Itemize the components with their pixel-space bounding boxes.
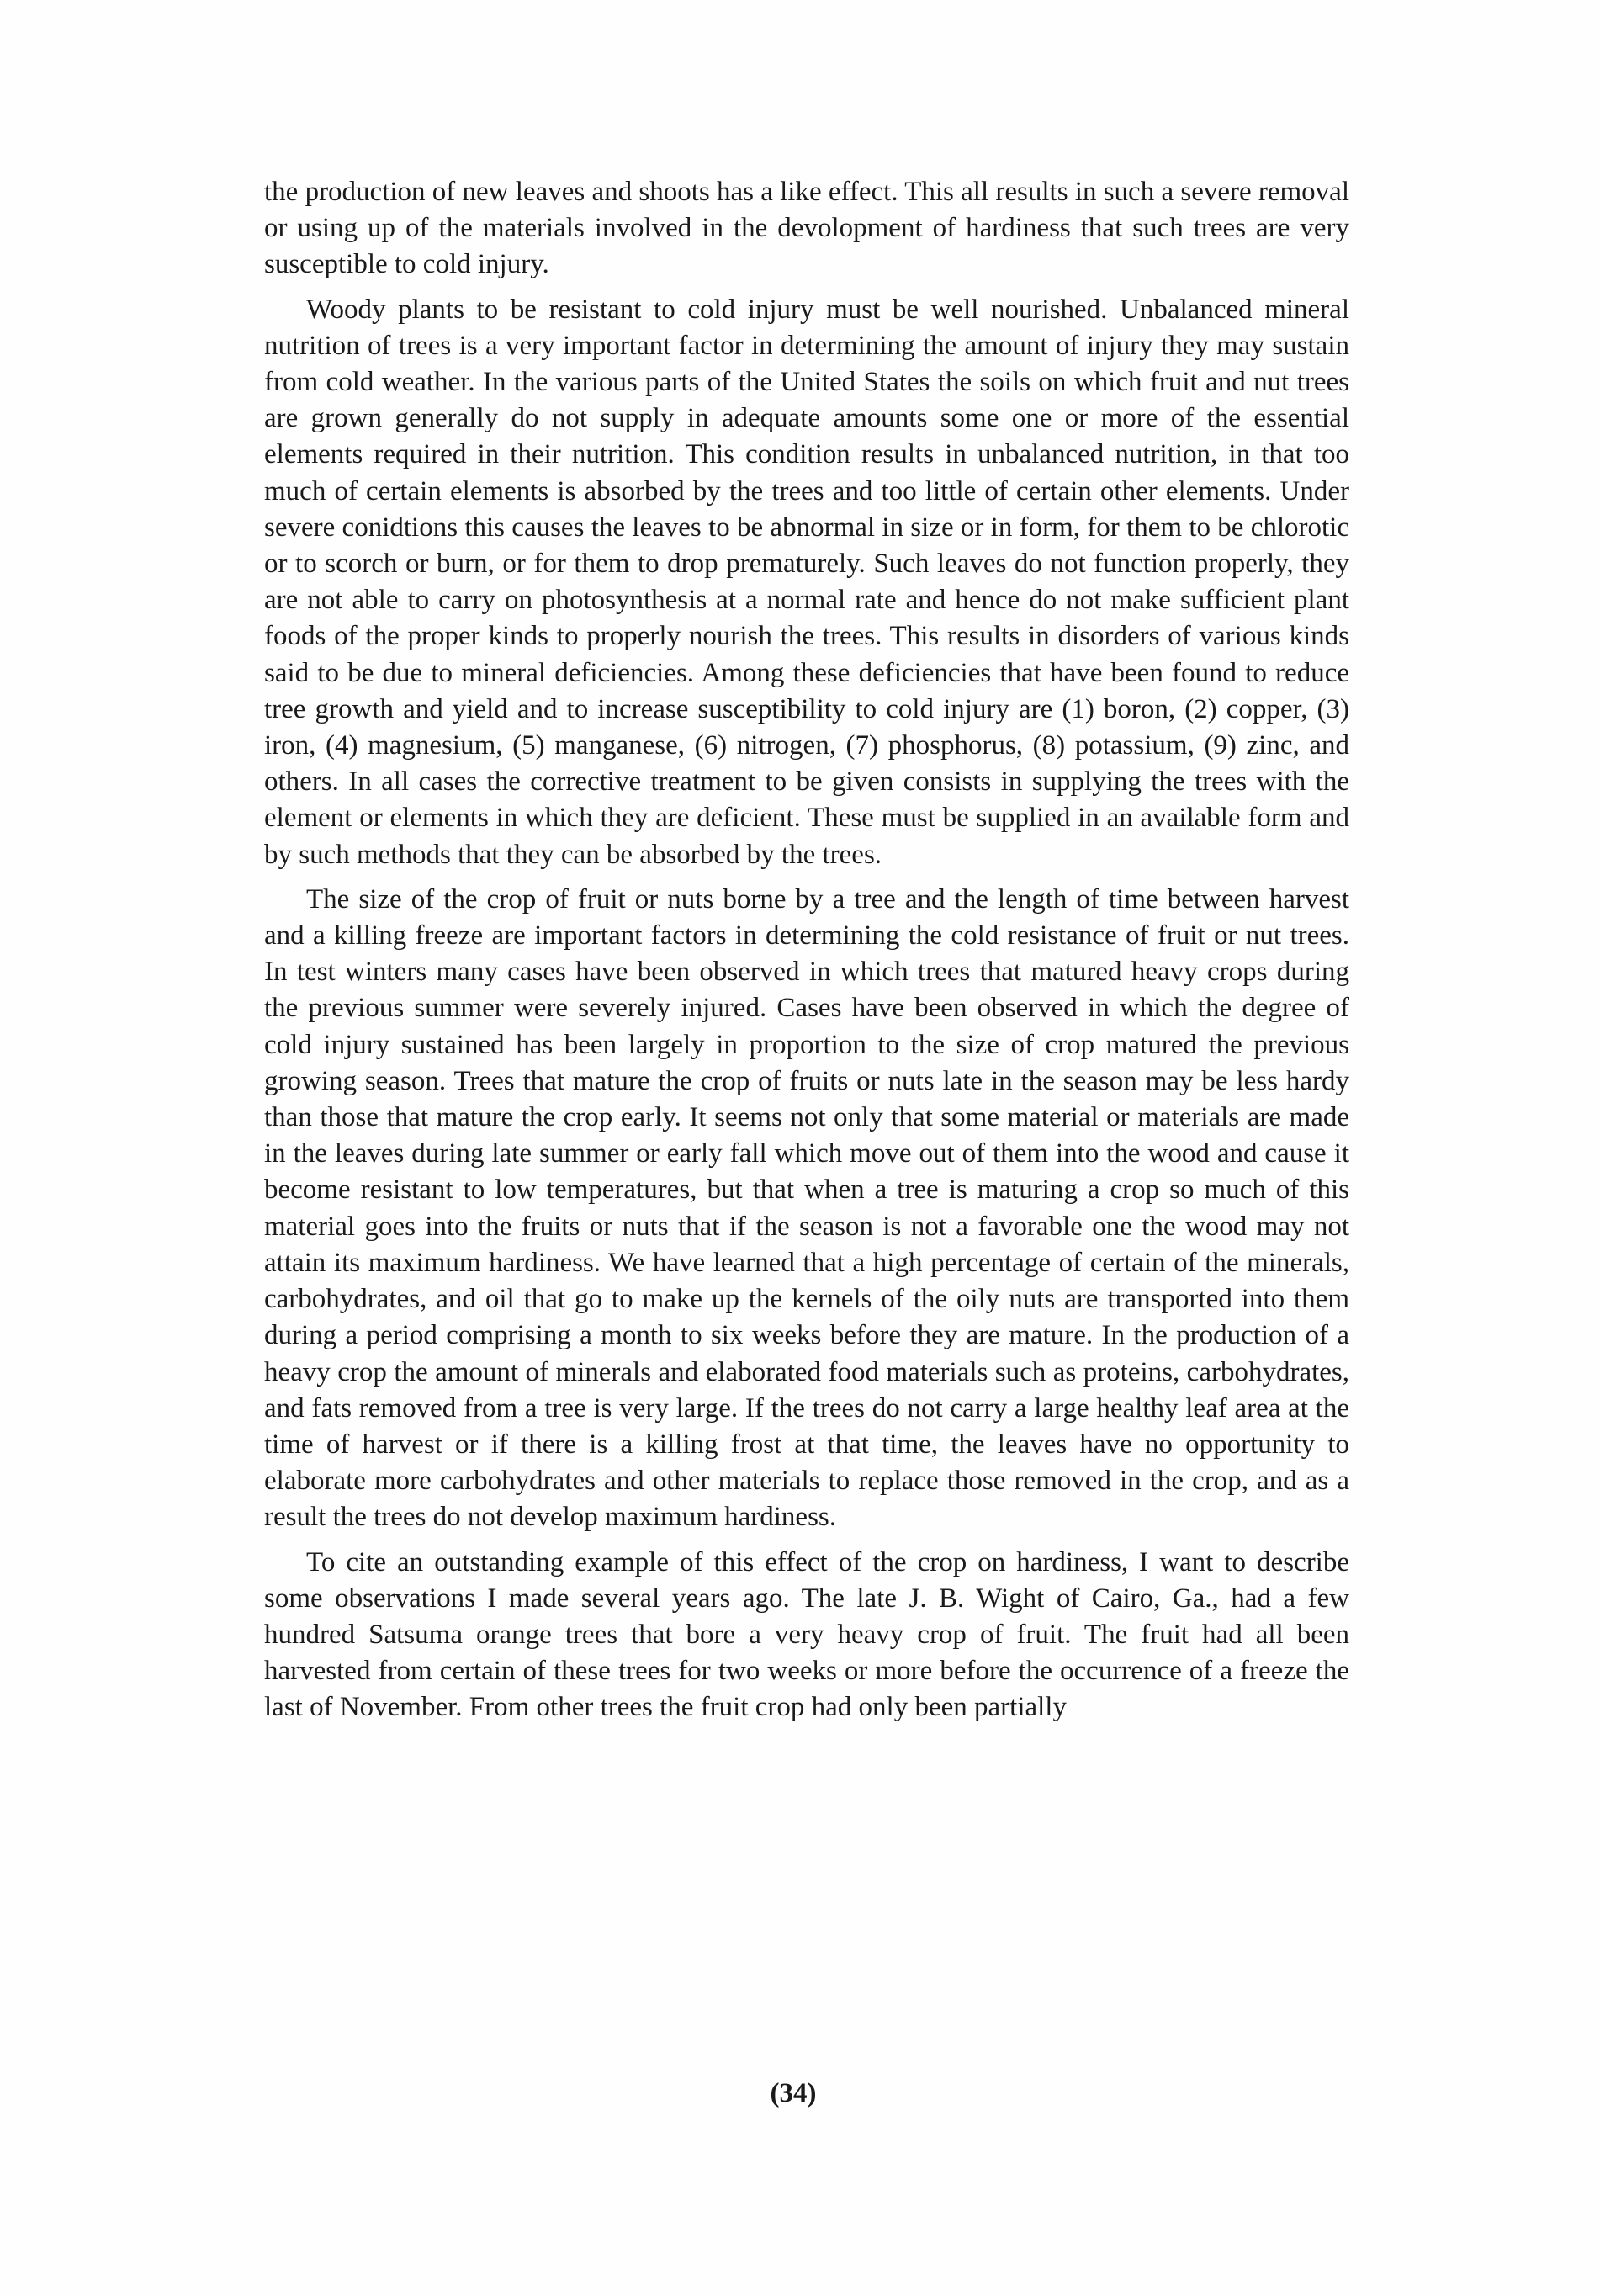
page-number	[0, 2078, 1600, 2109]
page-number-label: (34)	[770, 2078, 817, 2108]
paragraph-mineral-nutrition: Woody plants to be resistant to cold injury must be well nourished. Unbalanced mineral nutrition of trees is a very important factor in determining the amount of injury they may sustain from cold weather. In the various parts of the United States the soils on which fruit and nut trees are grown generally do not supply in adequate amounts some one or more of the essential elements required in their nutrition. This condition results in unbalanced nutrition, in that too much of certain elements is absorbed by the trees and too little of certain other elements. Under severe conidtions this causes the leaves to be abnormal in size or in form, for them to be chlorotic or to scorch or burn, or for them to drop prematurely. Such leaves do not function properly, they are not able to carry on photosynthesis at a normal rate and hence do not make sufficient plant foods of the proper kinds to properly nourish the trees. This results in disorders of various kinds said to be due to mineral deficiencies. Among these deficiencies that have been found to reduce tree growth and yield and to increase susceptibility to cold injury are (1) boron, (2) copper, (3) iron, (4) magnesium, (5) manganese, (6) nitrogen, (7) phosphorus, (8) potassium, (9) zinc, and others. In all cases the corrective treatment to be given consists in supplying the trees with the element or elements in which they are deficient. These must be supplied in an available form and by such methods that they can be absorbed by the trees.	[264, 294, 1349, 870]
paragraph-crop-size: The size of the crop of fruit or nuts borne by a tree and the length of time between harvest and a killing freeze are important factors in determining the cold resistance of fruit or nut trees. In test winters many cases have been observed in which trees that matured heavy crops during the previous summer were severely injured. Cases have been observed in which the degree of cold injury sustained has been largely in proportion to the size of crop matured the previous growing season. Trees that mature the crop of fruits or nuts late in the season may be less hardy than those that mature the crop early. It seems not only that some material or materials are made in the leaves during late summer or early fall which move out of them into the wood and cause it become resistant to low temperatures, but that when a tree is maturing a crop so much of this material goes into the fruits or nuts that if the season is not a favorable one the wood may not attain its maximum hardiness. We have learned that a high percentage of certain of the minerals, carbohydrates, and oil that go to make up the kernels of the oily nuts are transported into them during a period comprising a month to six weeks before they are mature. In the production of a heavy crop the amount of minerals and elaborated food materials such as proteins, carbohydrates, and fats removed from a tree is very large. If the trees do not carry a large healthy leaf area at the time of harvest or if there is a killing frost at that time, the leaves have no opportunity to elaborate more carbohydrates and other materials to replace those removed in the crop, and as a result the trees do not develop maximum hardiness.	[264, 883, 1349, 1533]
paragraph-continuation: the production of new leaves and shoots has a like effect. This all results in such a severe removal or using up of the materials involved in the devolopment of hardiness that such trees are very susceptible to cold injury.	[264, 177, 1349, 280]
paragraph-satsuma-example: To cite an outstanding example of this effect of the crop on hardiness, I want to describe some observations I made several years ago. The late J. B. Wight of Cairo, Ga., had a few hundred Satsuma orange trees that bore a very heavy crop of fruit. The fruit had all been harvested from certain of these trees for two weeks or more before the occurrence of a freeze the last of November. From other trees the fruit crop had only been partially	[264, 1546, 1349, 1723]
body-text	[264, 174, 1349, 1735]
